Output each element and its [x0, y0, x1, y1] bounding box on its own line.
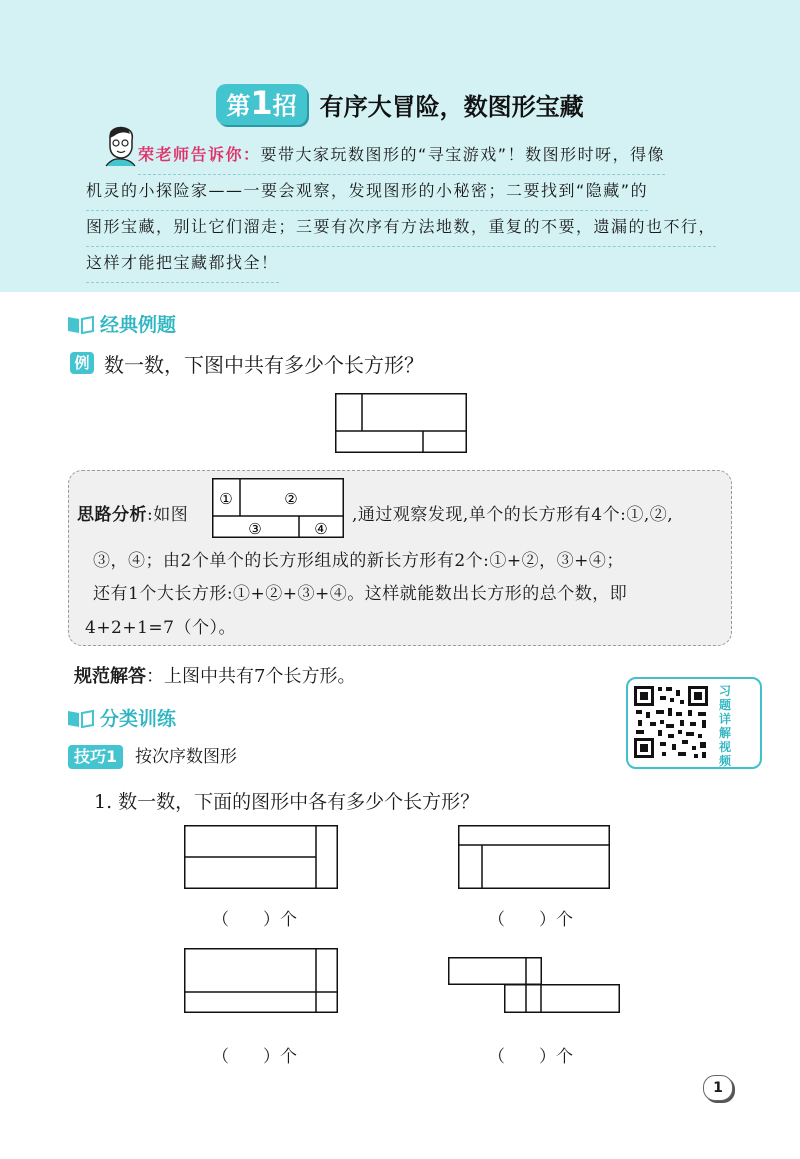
- practice-figure-4: [448, 957, 620, 1013]
- answer-blank-3[interactable]: （ ）个: [212, 1047, 297, 1067]
- skill-title: 按次序数图形: [135, 747, 237, 767]
- example-badge: 例: [70, 352, 94, 374]
- answer-blank-4[interactable]: （ ）个: [488, 1047, 573, 1067]
- answer-blank-2[interactable]: （ ）个: [488, 910, 573, 930]
- practice-heading: 分类训练: [100, 708, 177, 730]
- practice-figure-3: [184, 948, 338, 1013]
- chapter-badge: 第1招: [216, 84, 306, 125]
- chapter-title: [0, 84, 800, 125]
- question-1: 1. 数一数，下面的图形中各有多少个长方形？: [94, 791, 480, 813]
- page-number: 1: [703, 1075, 733, 1101]
- answer-label: 规范解答: [74, 666, 146, 687]
- fig-label-1: ①: [219, 490, 233, 508]
- skill-badge: 技巧1: [68, 745, 123, 769]
- example-figure: [335, 393, 467, 453]
- qr-code-icon[interactable]: [632, 684, 710, 760]
- fig-label-3: ③: [248, 520, 262, 538]
- answer-text: ：上图中共有7个长方形。: [146, 666, 356, 687]
- tip-line-4: 这样才能把宝藏都找全！: [86, 248, 279, 283]
- analysis-prefix: :如图: [147, 505, 189, 525]
- tip-label: 荣老师告诉你：: [138, 145, 261, 164]
- analysis-line-1: ,通过观察发现,单个的长方形有4个:①,②,: [352, 505, 674, 525]
- tip-line-3: 图形宝藏，别让它们溜走；三要有次序有方法地数，重复的不要，遗漏的也不行，: [86, 212, 716, 247]
- classic-section-header: [66, 310, 176, 337]
- analysis-line-2: ③，④；由2个单个的长方形组成的新长方形有2个:①+②，③+④；: [93, 551, 624, 571]
- analysis-line-3: 还有1个大长方形:①+②+③+④。这样就能数出长方形的总个数，即: [93, 584, 628, 604]
- qr-caption: 习题详解视频: [718, 684, 731, 768]
- book-icon: [66, 314, 96, 334]
- practice-figure-1: [184, 825, 338, 889]
- book-icon: [66, 708, 96, 728]
- tip-line-2: 机灵的小探险家——一要会观察，发现图形的小秘密；二要找到“隐藏”的: [86, 176, 648, 211]
- tip-line-1: 要带大家玩数图形的“寻宝游戏”！数图形时呀，得像: [260, 145, 666, 164]
- fig-label-4: ④: [314, 520, 328, 538]
- practice-section-header: [66, 704, 176, 731]
- classic-heading: 经典例题: [100, 314, 177, 336]
- standard-answer: [74, 662, 355, 688]
- practice-figure-2: [458, 825, 610, 889]
- teacher-icon: [102, 126, 138, 166]
- analysis-box: [68, 470, 732, 646]
- answer-blank-1[interactable]: （ ）个: [212, 910, 297, 930]
- chapter-title-text: 有序大冒险，数图形宝藏: [319, 93, 584, 121]
- example-question: 数一数，下图中共有多少个长方形？: [104, 353, 424, 377]
- fig-label-2: ②: [284, 490, 298, 508]
- analysis-figure: [212, 478, 344, 538]
- analysis-label: 思路分析: [77, 505, 147, 525]
- analysis-line-4: 4+2+1=7（个）。: [85, 618, 236, 638]
